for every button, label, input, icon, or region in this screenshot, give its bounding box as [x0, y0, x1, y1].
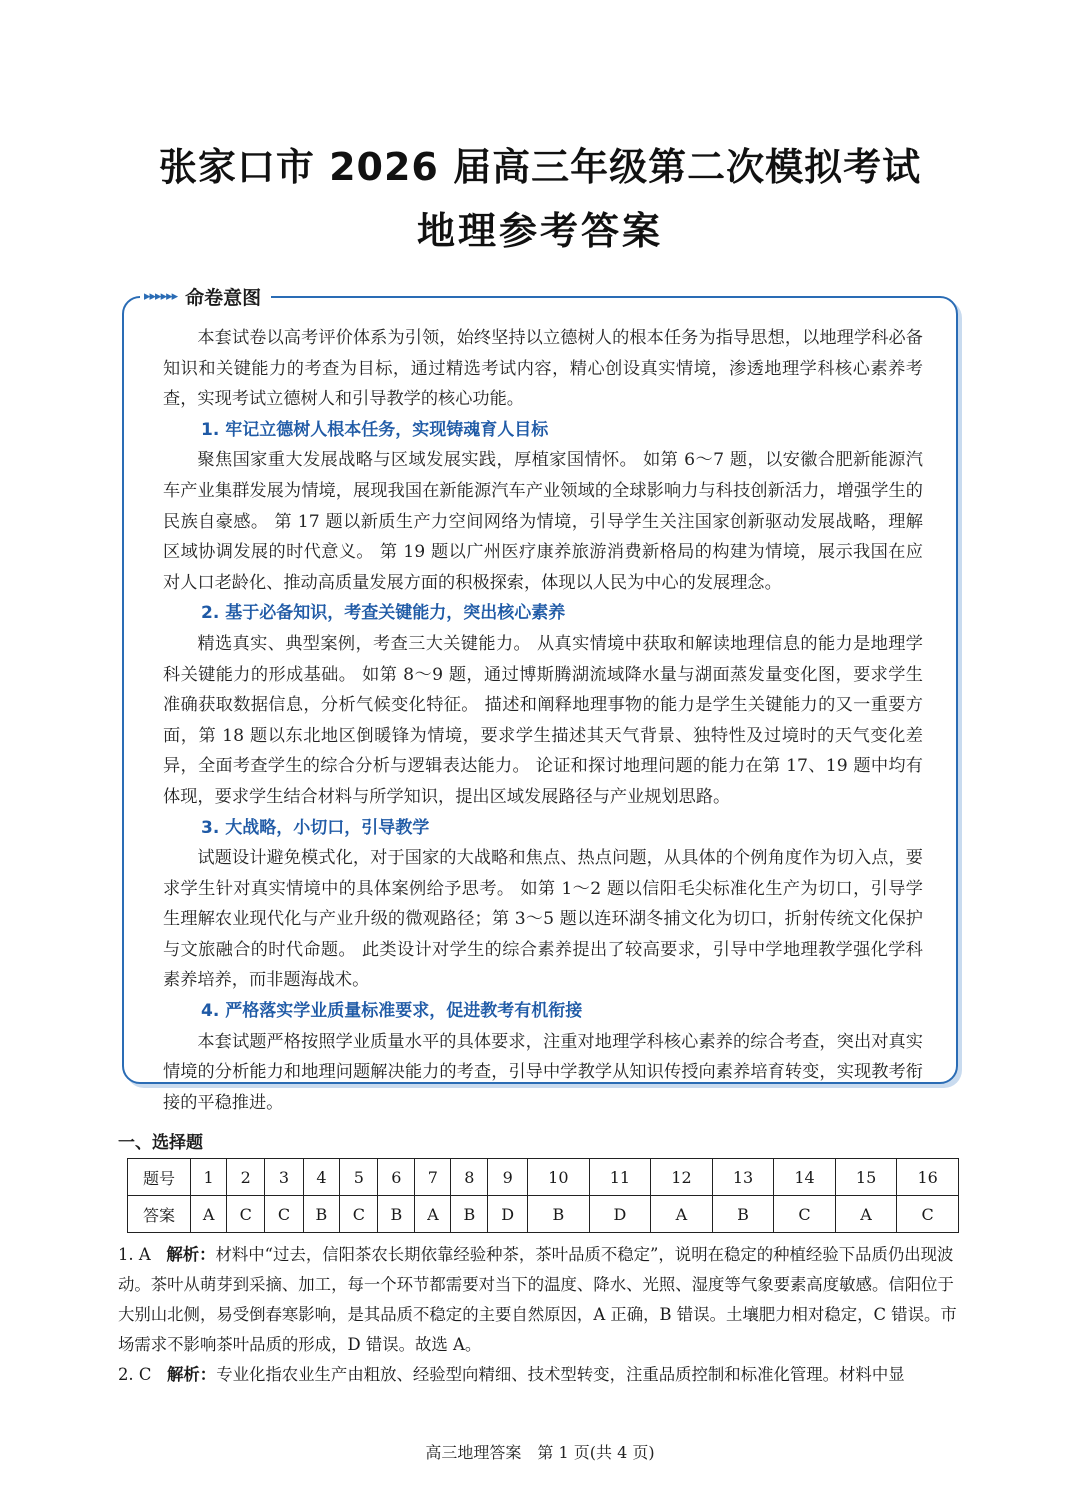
table-header-answer: 答案	[128, 1196, 191, 1233]
question-number-cell: 11	[589, 1159, 651, 1196]
intent-section-heading: 3. 大战略，小切口，引导教学	[201, 817, 430, 838]
question-number-cell: 6	[378, 1159, 415, 1196]
answer-table	[127, 1158, 959, 1233]
explanation-number: 2. C	[118, 1365, 152, 1384]
exam-title: 张家口市 2026 届高三年级第二次模拟考试	[158, 145, 922, 189]
intent-section-text: 本套试题严格按照学业质量水平的具体要求，注重对地理学科核心素养的综合考查，突出对真实情境的分析能力和地理问题解决能力的考查，引导中学教学从知识传授向素养培育转变，实现教考衔接的平稳推进。	[163, 1031, 923, 1113]
answer-cell: B	[451, 1196, 488, 1233]
answer-title: 地理参考答案	[416, 209, 663, 253]
table-row-numbers	[128, 1159, 959, 1196]
answer-cell: B	[528, 1196, 590, 1233]
question-number-cell: 14	[774, 1159, 836, 1196]
answer-cell: D	[589, 1196, 651, 1233]
explanation-item	[118, 1360, 968, 1390]
question-number-cell: 7	[415, 1159, 451, 1196]
explanation-text: 材料中“过去，信阳茶农长期依靠经验种茶，茶叶品质不稳定”，说明在稳定的种植经验下品质仍出现波动。茶叶从萌芽到采摘、加工，每一个环节都需要对当下的温度、降水、光照、湿度等气象要素高度敏感。信阳位于大别山北侧，易受倒春寒影响，是其品质不稳定的主要自然原因，A 正确，B 错误。土壤肥力相对稳定，C 错误。市场需求不影响茶叶品质的形成，D 错误。故选 A。	[118, 1245, 957, 1354]
question-number-cell: 9	[488, 1159, 528, 1196]
question-number-cell: 15	[835, 1159, 897, 1196]
question-number-cell: 12	[651, 1159, 713, 1196]
answer-cell: B	[378, 1196, 415, 1233]
answer-cell: C	[227, 1196, 265, 1233]
answer-cell: D	[488, 1196, 528, 1233]
intent-section-heading: 1. 牢记立德树人根本任务，实现铸魂育人目标	[201, 419, 549, 440]
choice-section-title: 一、选择题	[118, 1133, 203, 1153]
table-header-number: 题号	[128, 1159, 191, 1196]
question-number-cell: 3	[265, 1159, 303, 1196]
question-number-cell: 16	[897, 1159, 959, 1196]
question-number-cell: 2	[227, 1159, 265, 1196]
intent-section-heading: 2. 基于必备知识，考查关键能力，突出核心素养	[201, 603, 566, 624]
answer-cell: B	[303, 1196, 340, 1233]
explanation-label: 解析：	[166, 1245, 216, 1264]
explanation-text: 专业化指农业生产由粗放、经验型向精细、技术型转变，注重品质控制和标准化管理。材料中显	[216, 1365, 905, 1384]
answer-cell: A	[191, 1196, 227, 1233]
explanation-number: 1. A	[118, 1245, 151, 1264]
answer-cell: B	[712, 1196, 774, 1233]
intent-body	[163, 323, 923, 1118]
explanation-item	[118, 1240, 968, 1360]
table-row-answers	[128, 1196, 959, 1233]
question-number-cell: 13	[712, 1159, 774, 1196]
page-footer: 高三地理答案 第 1 页(共 4 页)	[425, 1443, 655, 1462]
arrows-icon: ▸▸▸▸▸▸	[144, 289, 178, 304]
intent-title: 命卷意图	[185, 287, 262, 309]
answer-cell: A	[415, 1196, 451, 1233]
explanations	[118, 1240, 968, 1390]
intent-section-text: 精选真实、典型案例，考查三大关键能力。 从真实情境中获取和解读地理信息的能力是地理学科关键能力的形成基础。 如第 8～9 题，通过博斯腾湖流域降水量与湖面蒸发量变化图，要求学生准确获取数据信息，分析气候变化特征。 描述和阐释地理事物的能力是学生关键能力的又一重要方面，第 18 题以东北地区倒暖锋为情境，要求学生描述其天气背景、独特性及过境时的天气变化差异，全面考查学生的综合分析与逻辑表达能力。 论证和探讨地理问题的能力在第 17、19 题中均有体现，要求学生结合材料与所学知识，提出区域发展路径与产业规划思路。	[163, 633, 923, 807]
answer-cell: A	[651, 1196, 713, 1233]
explanation-label: 解析：	[167, 1365, 217, 1384]
answer-cell: C	[774, 1196, 836, 1233]
intent-intro: 本套试卷以高考评价体系为引领，始终坚持以立德树人的根本任务为指导思想，以地理学科必备知识和关键能力的考查为目标，通过精选考试内容，精心创设真实情境，渗透地理学科核心素养考查，实现考试立德树人和引导教学的核心功能。	[163, 328, 923, 410]
answer-cell: A	[835, 1196, 897, 1233]
question-number-cell: 1	[191, 1159, 227, 1196]
question-number-cell: 10	[528, 1159, 590, 1196]
question-number-cell: 5	[340, 1159, 378, 1196]
answer-cell: C	[897, 1196, 959, 1233]
intent-section-text: 聚焦国家重大发展战略与区域发展实践，厚植家国情怀。 如第 6～7 题，以安徽合肥新能源汽车产业集群发展为情境，展现我国在新能源汽车产业领域的全球影响力与科技创新活力，增强学生的民族自豪感。 第 17 题以新质生产力空间网络为情境，引导学生关注国家创新驱动发展战略，理解区域协调发展的时代意义。 第 19 题以广州医疗康养旅游消费新格局的构建为情境，展示我国在应对人口老龄化、推动高质量发展方面的积极探索，体现以人民为中心的发展理念。	[163, 450, 923, 593]
question-number-cell: 4	[303, 1159, 340, 1196]
answer-cell: C	[340, 1196, 378, 1233]
intent-section-heading: 4. 严格落实学业质量标准要求，促进教考有机衔接	[201, 1001, 583, 1022]
intent-section-text: 试题设计避免模式化，对于国家的大战略和焦点、热点问题，从具体的个例角度作为切入点，要求学生针对真实情境中的具体案例给予思考。 如第 1～2 题以信阳毛尖标准化生产为切口，引导学生理解农业现代化与产业升级的微观路径；第 3～5 题以连环湖冬捕文化为切口，折射传统文化保护与文旅融合的时代命题。 此类设计对学生的综合素养提出了较高要求，引导中学地理教学强化学科素养培养，而非题海战术。	[163, 848, 923, 991]
answer-cell: C	[265, 1196, 303, 1233]
question-number-cell: 8	[451, 1159, 488, 1196]
intent-header	[140, 283, 271, 310]
